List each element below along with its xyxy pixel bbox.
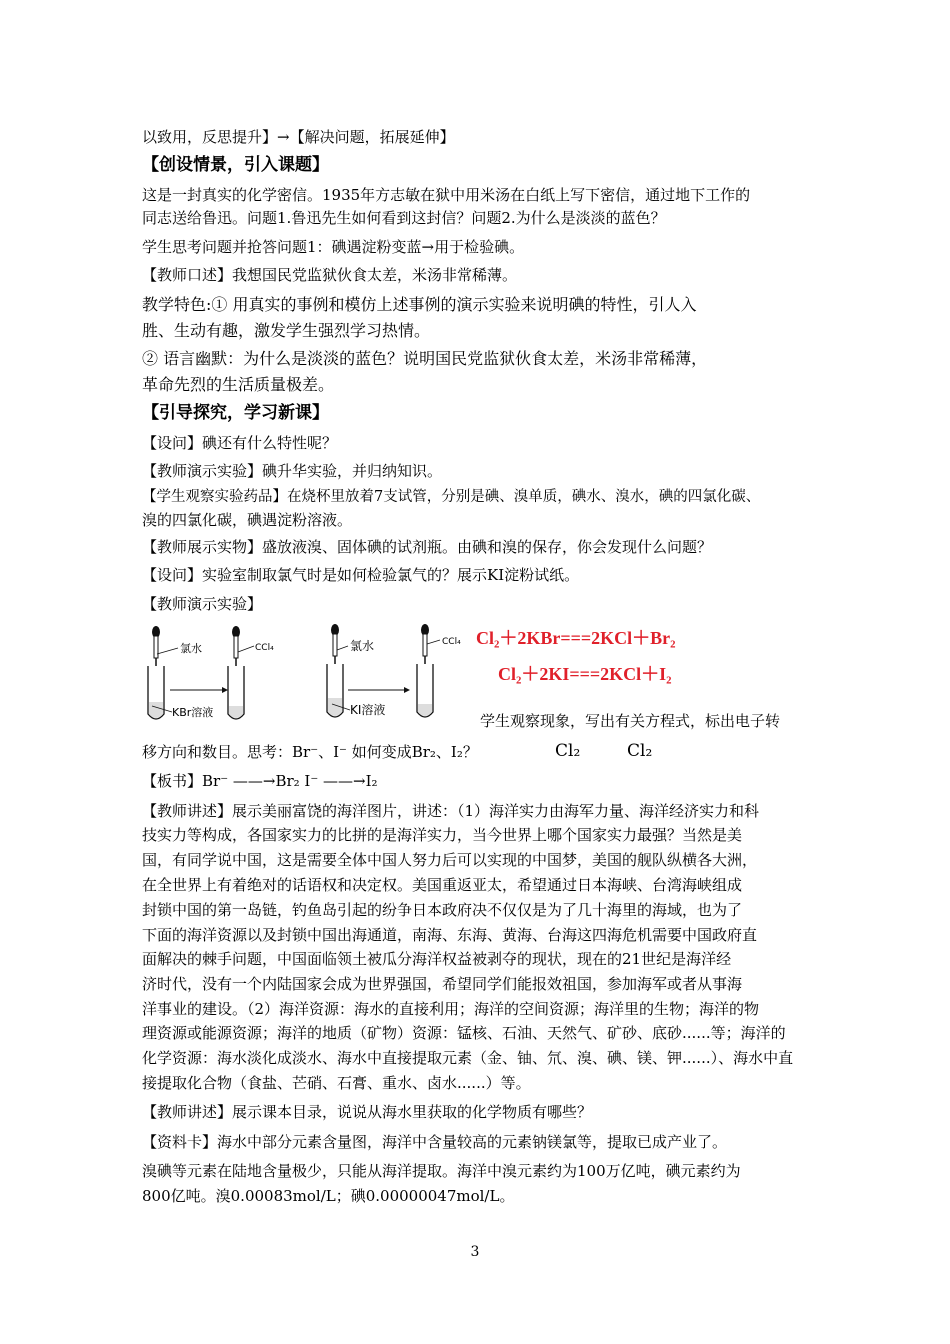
- text-line: 【教师讲述】展示课本目录，说说从海水里获取的化学物质有哪些？: [142, 1103, 593, 1121]
- text-line: 化学资源：海水淡化成淡水、海水中直接提取元素（金、铀、氘、溴、碘、镁、钾......）、海水中直: [142, 1049, 794, 1067]
- text-line: 【教师展示实物】盛放液溴、固体碘的试剂瓶。由碘和溴的保存，你会发现什么问题？: [142, 538, 713, 556]
- text-line: ② 语言幽默：为什么是淡淡的蓝色？说明国民党监狱伙食太差，米汤非常稀薄，: [142, 349, 708, 368]
- text-line: 【教师演示实验】碘升华实验，并归纳知识。: [142, 462, 443, 480]
- tube-liquid-2: [229, 706, 243, 718]
- text-line: 接提取化合物（食盐、芒硝、石膏、重水、卤水......）等。: [142, 1074, 531, 1092]
- text-line: 学生思考问题并抢答问题1：碘遇淀粉变蓝→用于检验碘。: [142, 238, 525, 256]
- dropper-ccl4-1: [232, 626, 240, 666]
- test-tube-figure: [142, 622, 472, 727]
- text-line: 革命先烈的生活质量极差。: [142, 375, 335, 394]
- tube-liquid-1: [149, 702, 163, 718]
- text-line: 在全世界上有着绝对的话语权和决定权。美国重返亚太，希望通过日本海峡、台湾海峡组成: [142, 876, 743, 894]
- text-line: 【设问】碘还有什么特性呢？: [142, 434, 338, 452]
- label-kbr-solution: KBr溶液: [172, 706, 214, 719]
- equation-ki: Cl₂＋2KI===2KCl＋I₂: [498, 664, 672, 684]
- text-line: 【学生观察实验药品】在烧杯里放着7支试管，分别是碘、溴单质，碘水、溴水，碘的四氯化碳、: [142, 489, 761, 505]
- text-line: 这是一封真实的化学密信。1935年方志敏在狱中用米汤在白纸上写下密信，通过地下工作的: [142, 186, 751, 204]
- equation-kbr: Cl₂＋2KBr===2KCl＋Br₂: [476, 628, 676, 648]
- text-line: 教学特色:① 用真实的事例和模仿上述事例的演示实验来说明碘的特性，引人入: [142, 295, 697, 314]
- tube-liquid-4: [418, 704, 432, 716]
- text-line: 技实力等构成，各国家实力的比拼的是海洋实力，当今世界上哪个国家实力最强？当然是美: [142, 826, 743, 844]
- text-line: 【设问】实验室制取氯气时是如何检验氯气的？展示KI淀粉试纸。: [142, 566, 580, 584]
- text-line: 以致用，反思提升】→【解决问题，拓展延伸】: [142, 128, 455, 146]
- text-line: 济时代，没有一个内陆国家会成为世界强国，希望同学们能报效祖国，参加海军或者从事海: [142, 975, 743, 993]
- text-line: 移方向和数目。思考：Br⁻、I⁻ 如何变成Br₂、I₂？: [142, 743, 478, 761]
- text-line: 学生观察现象，写出有关方程式，标出电子转: [480, 712, 781, 730]
- section-heading: 【引导探究，学习新课】: [142, 403, 329, 423]
- page-number: 3: [470, 1244, 480, 1260]
- text-line: 【教师口述】我想国民党监狱伙食太差，米汤非常稀薄。: [142, 266, 518, 284]
- cl2-label-a: Cl₂: [555, 741, 581, 761]
- text-line: 面解决的棘手问题，中国面临领土被瓜分海洋权益被剥夺的现状，现在的21世纪是海洋经: [142, 950, 732, 968]
- text-line: 【教师演示实验】: [142, 595, 263, 613]
- label-ccl4-2: CCl₄: [442, 637, 461, 647]
- label-chlorine-water-1: 氯水: [180, 642, 202, 655]
- board-note: 【板书】Br⁻ ——→Br₂ I⁻ ——→I₂: [142, 772, 378, 790]
- text-line: 同志送给鲁迅。问题1.鲁迅先生如何看到这封信？问题2.为什么是淡淡的蓝色？: [142, 209, 666, 227]
- text-line: 理资源或能源资源；海洋的地质（矿物）资源：锰核、石油、天然气、矿砂、底砂......等；海洋的: [142, 1024, 786, 1042]
- cl2-label-b: Cl₂: [627, 741, 653, 761]
- text-line: 封锁中国的第一岛链，钓鱼岛引起的纷争日本政府决不仅仅是为了几十海里的海域，也为了: [142, 901, 743, 919]
- section-heading: 【创设情景，引入课题】: [142, 155, 329, 175]
- text-line: 溴的四氯化碳，碘遇淀粉溶液。: [142, 511, 353, 529]
- text-line: 【资料卡】海水中部分元素含量图，海洋中含量较高的元素钠镁氯等，提取已成产业了。: [142, 1133, 728, 1151]
- label-chlorine-water-2: 氯水: [350, 639, 375, 653]
- text-line: 溴碘等元素在陆地含量极少，只能从海洋提取。海洋中溴元素约为100万亿吨，碘元素约为: [142, 1162, 741, 1180]
- dropper-chlorine-water-1: [152, 626, 160, 666]
- label-ki-solution: KI溶液: [350, 703, 386, 717]
- text-line: 800亿吨。溴0.00083mol/L；碘0.00000047mol/L。: [142, 1187, 515, 1205]
- dropper-chlorine-water-2: [331, 624, 339, 664]
- label-ccl4-1: CCl₄: [255, 643, 274, 653]
- text-line: 【教师讲述】展示美丽富饶的海洋图片，讲述：（1）海洋实力由海军力量、海洋经济实力和科: [142, 802, 760, 820]
- text-line: 下面的海洋资源以及封锁中国出海通道，南海、东海、黄海、台海这四海危机需要中国政府直: [142, 926, 758, 944]
- text-line: 胜、生动有趣，激发学生强烈学习热情。: [142, 321, 431, 340]
- text-line: 洋事业的建设。（2）海洋资源：海水的直接利用；海洋的空间资源；海洋里的生物；海洋的物: [142, 1000, 760, 1018]
- text-line: 国，有同学说中国，这是需要全体中国人努力后可以实现的中国梦，美国的舰队纵横各大洲，: [142, 851, 758, 869]
